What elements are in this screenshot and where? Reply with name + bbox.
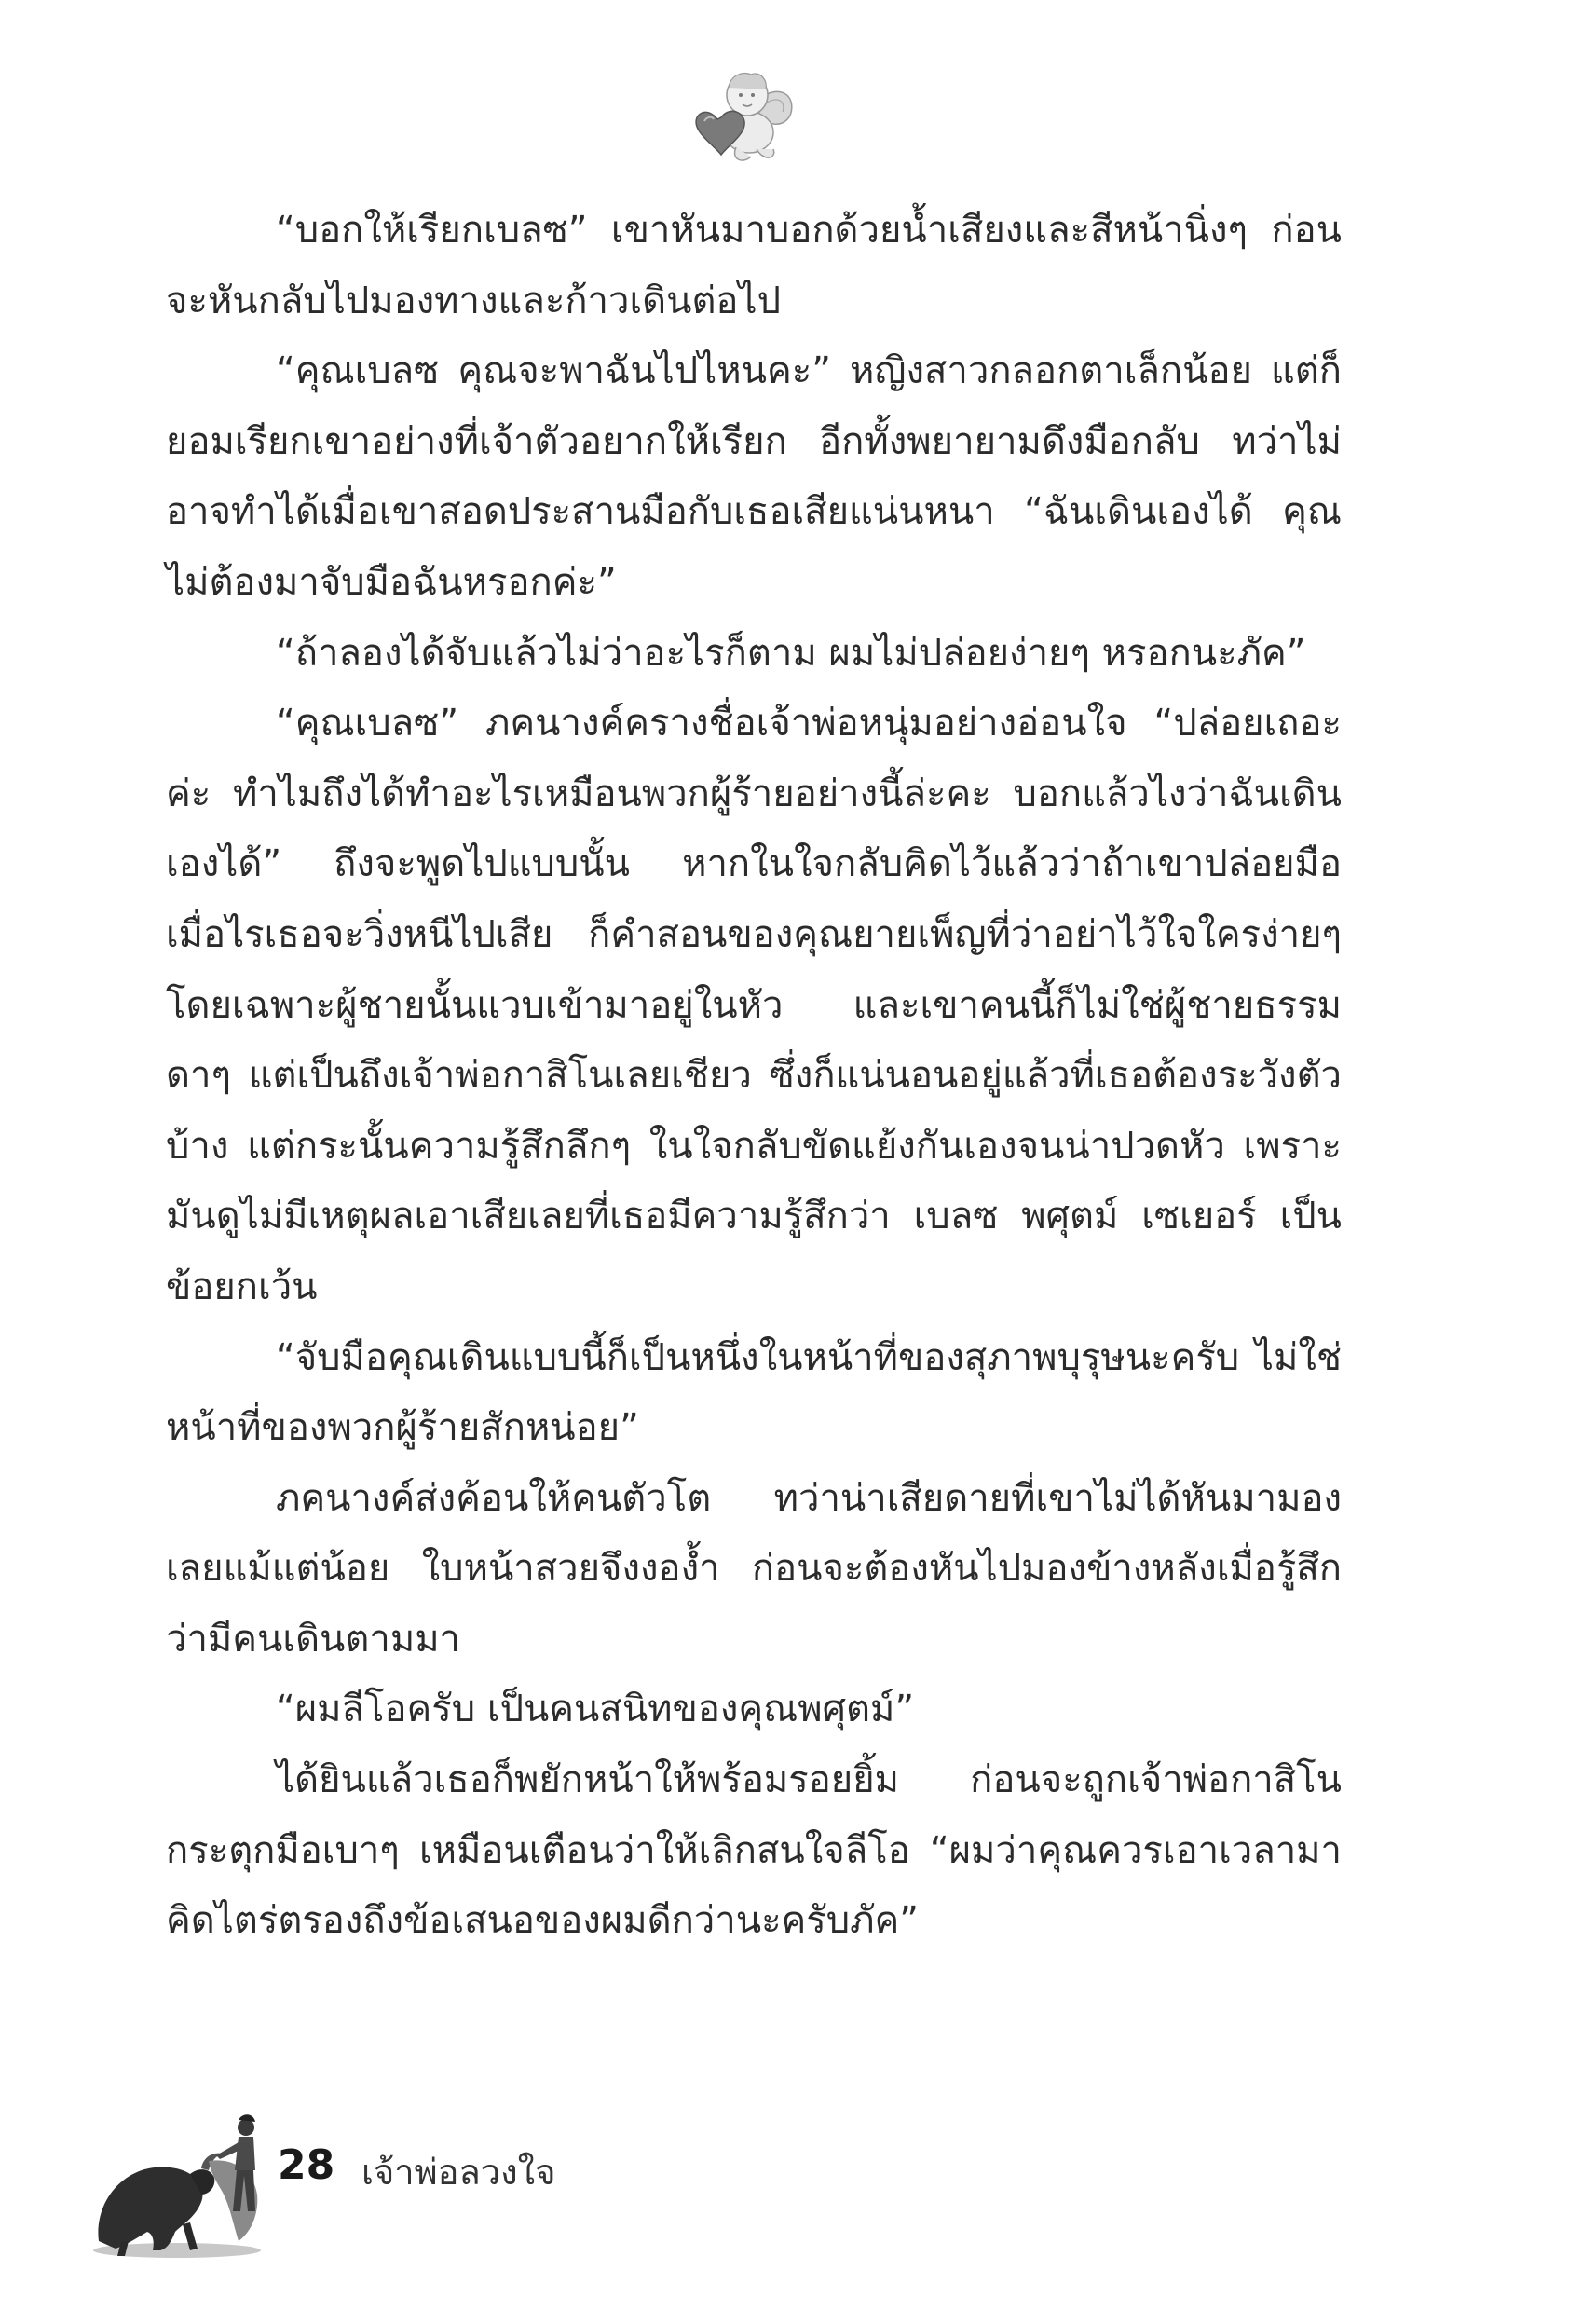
page-number: 28 (278, 2141, 335, 2189)
paragraph: “ถ้าลองได้จับแล้วไม่ว่าอะไรก็ตาม ผมไม่ปล่อยง่ายๆ หรอกนะภัค” (276, 631, 1306, 675)
chapter-text (166, 196, 1342, 1957)
paragraph: “จับมือคุณเดินแบบนี้ก็เป็นหนึ่งในหน้าที่ของสุภาพบุรุษนะครับ ไม่ใช่หน้าที่ของพวกผู้ร้ายสักหน่อย” (166, 1335, 1342, 1450)
paragraph: “คุณเบลซ คุณจะพาฉันไปไหนคะ” หญิงสาวกลอกตาเล็กน้อย แต่ก็ยอมเรียกเขาอย่างที่เจ้าตัวอยากให้เรียก อีกทั้งพยายามดึงมือกลับ ทว่าไม่อาจทำได้เมื่อเขาสอดประสานมือกับเธอเสียแน่นหนา “ฉันเดินเองได้ คุณไม่ต้องมาจับมือฉันหรอกค่ะ” (166, 349, 1342, 604)
paragraph: “ผมลีโอครับ เป็นคนสนิทของคุณพศุตม์” (276, 1688, 915, 1731)
paragraph: “คุณเบลซ” ภคนางค์ครางชื่อเจ้าพ่อหนุ่มอย่างอ่อนใจ “ปล่อยเถอะค่ะ ทำไมถึงได้ทำอะไรเหมือนพวกผู้ร้ายอย่างนี้ล่ะคะ บอกแล้วไงว่าฉันเดินเองได้” ถึงจะพูดไปแบบนั้น หากในใจกลับคิดไว้แล้วว่าถ้าเขาปล่อยมือเมื่อไรเธอจะวิ่งหนีไปเสีย ก็คำสอนของคุณยายเพ็ญที่ว่าอย่าไว้ใจใครง่ายๆ โดยเฉพาะผู้ชายนั้นแวบเข้ามาอยู่ในหัว และเขาคนนี้ก็ไม่ใช่ผู้ชายธรรมดาๆ แต่เป็นถึงเจ้าพ่อกาสิโนเลยเชียว ซึ่งก็แน่นอนอยู่แล้วที่เธอต้องระวังตัวบ้าง แต่กระนั้นความรู้สึกลึกๆ ในใจกลับขัดแย้งกันเองจนน่าปวดหัว เพราะมันดูไม่มีเหตุผลเอาเสียเลยที่เธอมีความรู้สึกว่า เบลซ พศุตม์ เซเยอร์ เป็นข้อยกเว้น (166, 702, 1342, 1308)
matador-and-bull-icon (93, 2101, 280, 2260)
running-book-title: เจ้าพ่อลวงใจ (361, 2152, 556, 2193)
cupid-with-heart-icon (689, 63, 801, 166)
paragraph: ได้ยินแล้วเธอก็พยักหน้าให้พร้อมรอยยิ้ม ก่อนจะถูกเจ้าพ่อกาสิโนกระตุกมือเบาๆ เหมือนเตือนว่าให้เลิกสนใจลีโอ “ผมว่าคุณควรเอาเวลามาคิดไตร่ตรองถึงข้อเสนอของผมดีกว่านะครับภัค” (166, 1758, 1342, 1943)
paragraph: ภคนางค์ส่งค้อนให้คนตัวโต ทว่าน่าเสียดายที่เขาไม่ได้หันมามองเลยแม้แต่น้อย ใบหน้าสวยจึงงองํ้า ก่อนจะต้องหันไปมองข้างหลังเมื่อรู้สึกว่ามีคนเดินตามมา (166, 1476, 1342, 1661)
paragraph: “บอกให้เรียกเบลซ” เขาหันมาบอกด้วยน้ำเสียงและสีหน้านิ่งๆ ก่อนจะหันกลับไปมองทางและก้าวเดินต่อไป (166, 209, 1342, 322)
